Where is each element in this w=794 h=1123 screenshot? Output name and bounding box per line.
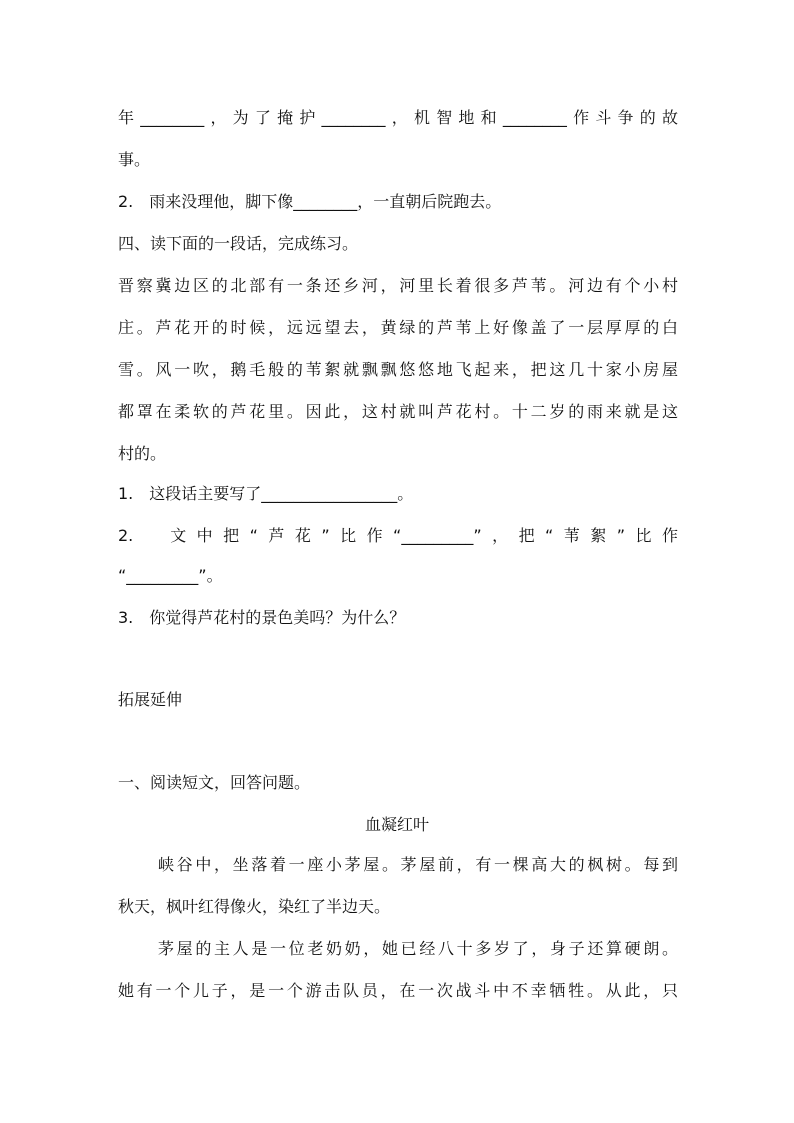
section-heading-4: 四、读下面的一段话，完成练习。	[118, 234, 359, 253]
question-2-continued: “_________”。	[118, 566, 223, 585]
passage-line: 庄。芦花开的时候，远远望去，黄绿的芦苇上好像盖了一层厚厚的白	[118, 318, 678, 337]
extension-heading: 一、阅读短文，回答问题。	[118, 773, 311, 792]
passage-line: 都罩在柔软的芦花里。因此，这村就叫芦花村。十二岁的雨来就是这	[118, 402, 678, 421]
passage-line: 雪。风一吹，鹅毛般的苇絮就飘飘悠悠地飞起来，把这几十家小房屋	[118, 360, 678, 379]
question-3: 3. 你觉得芦花村的景色美吗？为什么？	[118, 608, 406, 627]
article-paragraph-line: 茅屋的主人是一位老奶奶，她已经八十多岁了，身子还算硬朗。	[158, 939, 678, 958]
article-paragraph-line: 她有一个儿子，是一个游击队员，在一次战斗中不幸牺牲。从此，只	[118, 981, 678, 1000]
article-paragraph-line: 秋天，枫叶红得像火，染红了半边天。	[118, 897, 391, 916]
question-2: 2. 文中把“芦花”比作“_________”，把“苇絮”比作	[118, 526, 678, 545]
question-1: 1. 这段话主要写了_________________。	[118, 484, 414, 503]
passage-line: 晋察冀边区的北部有一条还乡河，河里长着很多芦苇。河边有个小村	[118, 276, 678, 295]
article-paragraph-line: 峡谷中，坐落着一座小茅屋。茅屋前，有一棵高大的枫树。每到	[158, 855, 678, 874]
question-item-2: 2. 雨来没理他，脚下像________，一直朝后院跑去。	[118, 192, 502, 211]
passage-line: 村的。	[118, 444, 167, 463]
extension-title: 拓展延伸	[118, 690, 183, 709]
fill-blank-line: 年________，为了掩护________，机智地和________作斗争的故	[118, 108, 678, 127]
article-title: 血凝红叶	[364, 815, 429, 834]
fill-blank-line-end: 事。	[118, 150, 151, 169]
